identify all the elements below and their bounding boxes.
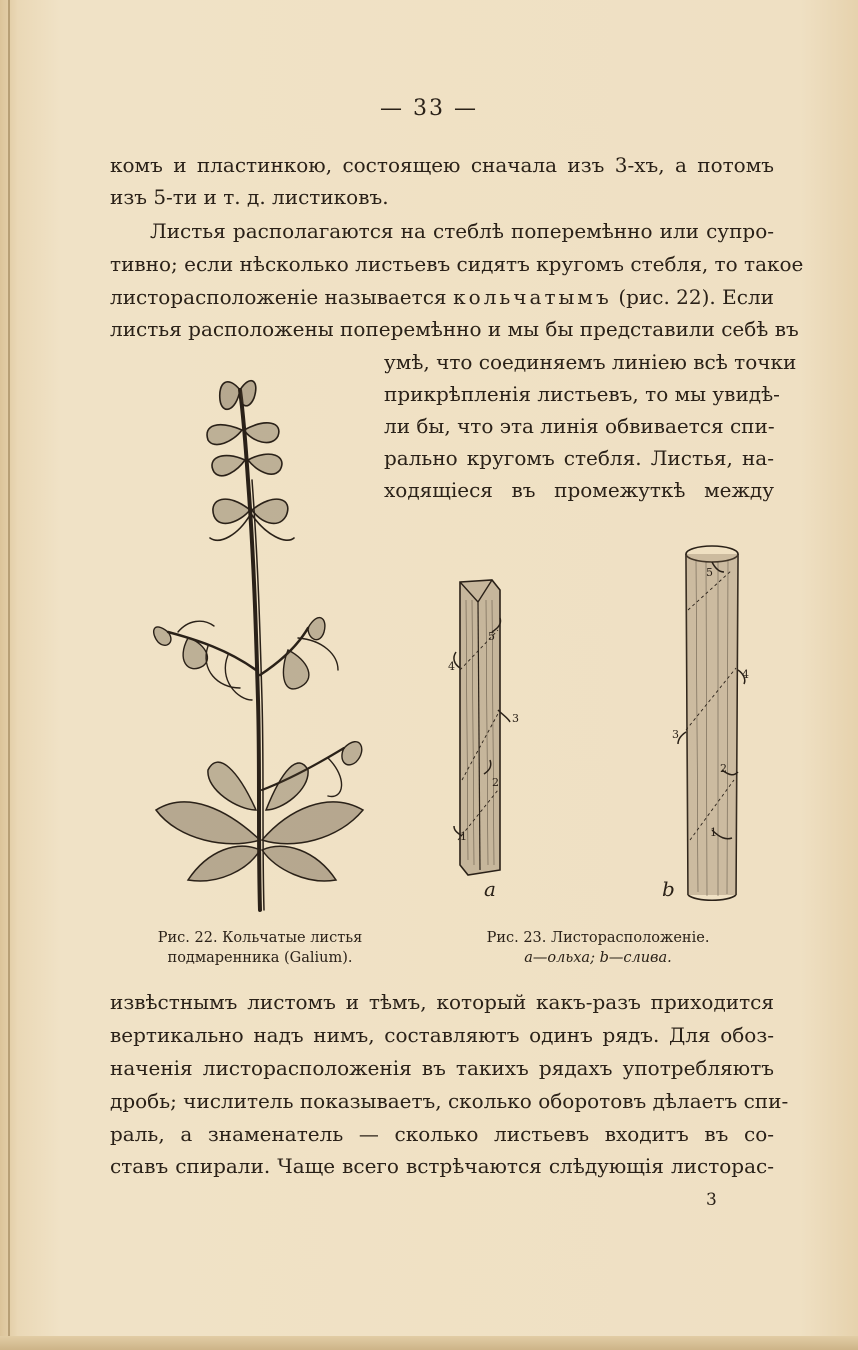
text-line: вертикально надъ нимъ, составляютъ одинъ рядъ. Для обоз-: [110, 1023, 774, 1047]
text-line: дробь; числитель показываетъ, сколько оборотовъ дѣлаетъ спи-: [110, 1089, 789, 1113]
text-line: комъ и пластинкою, состоящею сначала изъ 3-хъ, а потомъ: [110, 153, 774, 177]
caption-line: подмаренника (Galium).: [167, 950, 353, 966]
leaf-number-label: 1: [710, 826, 717, 839]
figure-22-caption: [130, 928, 390, 968]
text-segment: (рис. 22). Если: [618, 285, 774, 309]
page-bottom-edge: [0, 1336, 858, 1350]
panel-label-a: a: [484, 877, 496, 901]
text-line: изъ 5-ти и т. д. листиковъ.: [110, 185, 389, 209]
text-line: Листья располагаются на стеблѣ поперемѣнно или супро-: [150, 219, 774, 243]
leaf-number-label: 5: [488, 630, 495, 643]
leaf-number-label: 3: [672, 728, 679, 741]
leaf-number-label: 2: [720, 762, 727, 775]
text-line: прикрѣпленiя листьевъ, то мы увидѣ-: [384, 382, 780, 406]
text-line: рально кругомъ стебля. Листья, на-: [384, 446, 774, 470]
text-line: ли бы, что эта линiя обвивается спи-: [384, 414, 775, 438]
plum-stem-diagram: [678, 546, 745, 900]
page-gutter: [8, 0, 10, 1350]
phyllotaxis-stems-illustration: [440, 540, 750, 910]
leaf-number-label: 1: [460, 830, 467, 843]
emphasized-term: кольчатымъ: [453, 285, 612, 309]
text-line: тивно; если нѣсколько листьевъ сидятъ кругомъ стебля, то такое: [110, 252, 804, 276]
text-line: раль, а знаменатель — сколько листьевъ входитъ въ со-: [110, 1122, 774, 1146]
text-line: листья расположены поперемѣнно и мы бы представили себѣ въ: [110, 317, 799, 341]
caption-line: Рис. 22. Кольчатые листья: [157, 930, 363, 946]
leaf-number-label: 5: [706, 566, 713, 579]
leaf-number-label: 4: [742, 668, 749, 681]
galium-plant-illustration: [148, 370, 373, 915]
figure-23-caption: [468, 928, 728, 968]
page-number: — 33 —: [380, 96, 478, 121]
leaf-number-label: 3: [512, 712, 519, 725]
signature-mark: 3: [706, 1190, 717, 1210]
text-line: умѣ, что соединяемъ линiею всѣ точки: [384, 350, 797, 374]
leaf-number-label: 4: [448, 660, 455, 673]
text-line: ходящiеся въ промежуткѣ между: [384, 478, 774, 502]
panel-label-b: b: [662, 877, 675, 901]
text-line-with-term: [110, 282, 774, 312]
leaf-number-label: 2: [492, 776, 499, 789]
caption-line: a—ольха; b—слива.: [524, 950, 672, 966]
text-line: наченiя листорасположенiя въ такихъ рядахъ употребляютъ: [110, 1056, 774, 1080]
text-segment: листорасположенiе называется: [110, 285, 447, 309]
caption-line: Рис. 23. Листорасположенiе.: [486, 930, 710, 946]
text-line: ставъ спирали. Чаще всего встрѣчаются слѣдующiя листорас-: [110, 1154, 774, 1178]
text-line: извѣстнымъ листомъ и тѣмъ, который какъ-разъ приходится: [110, 990, 774, 1014]
